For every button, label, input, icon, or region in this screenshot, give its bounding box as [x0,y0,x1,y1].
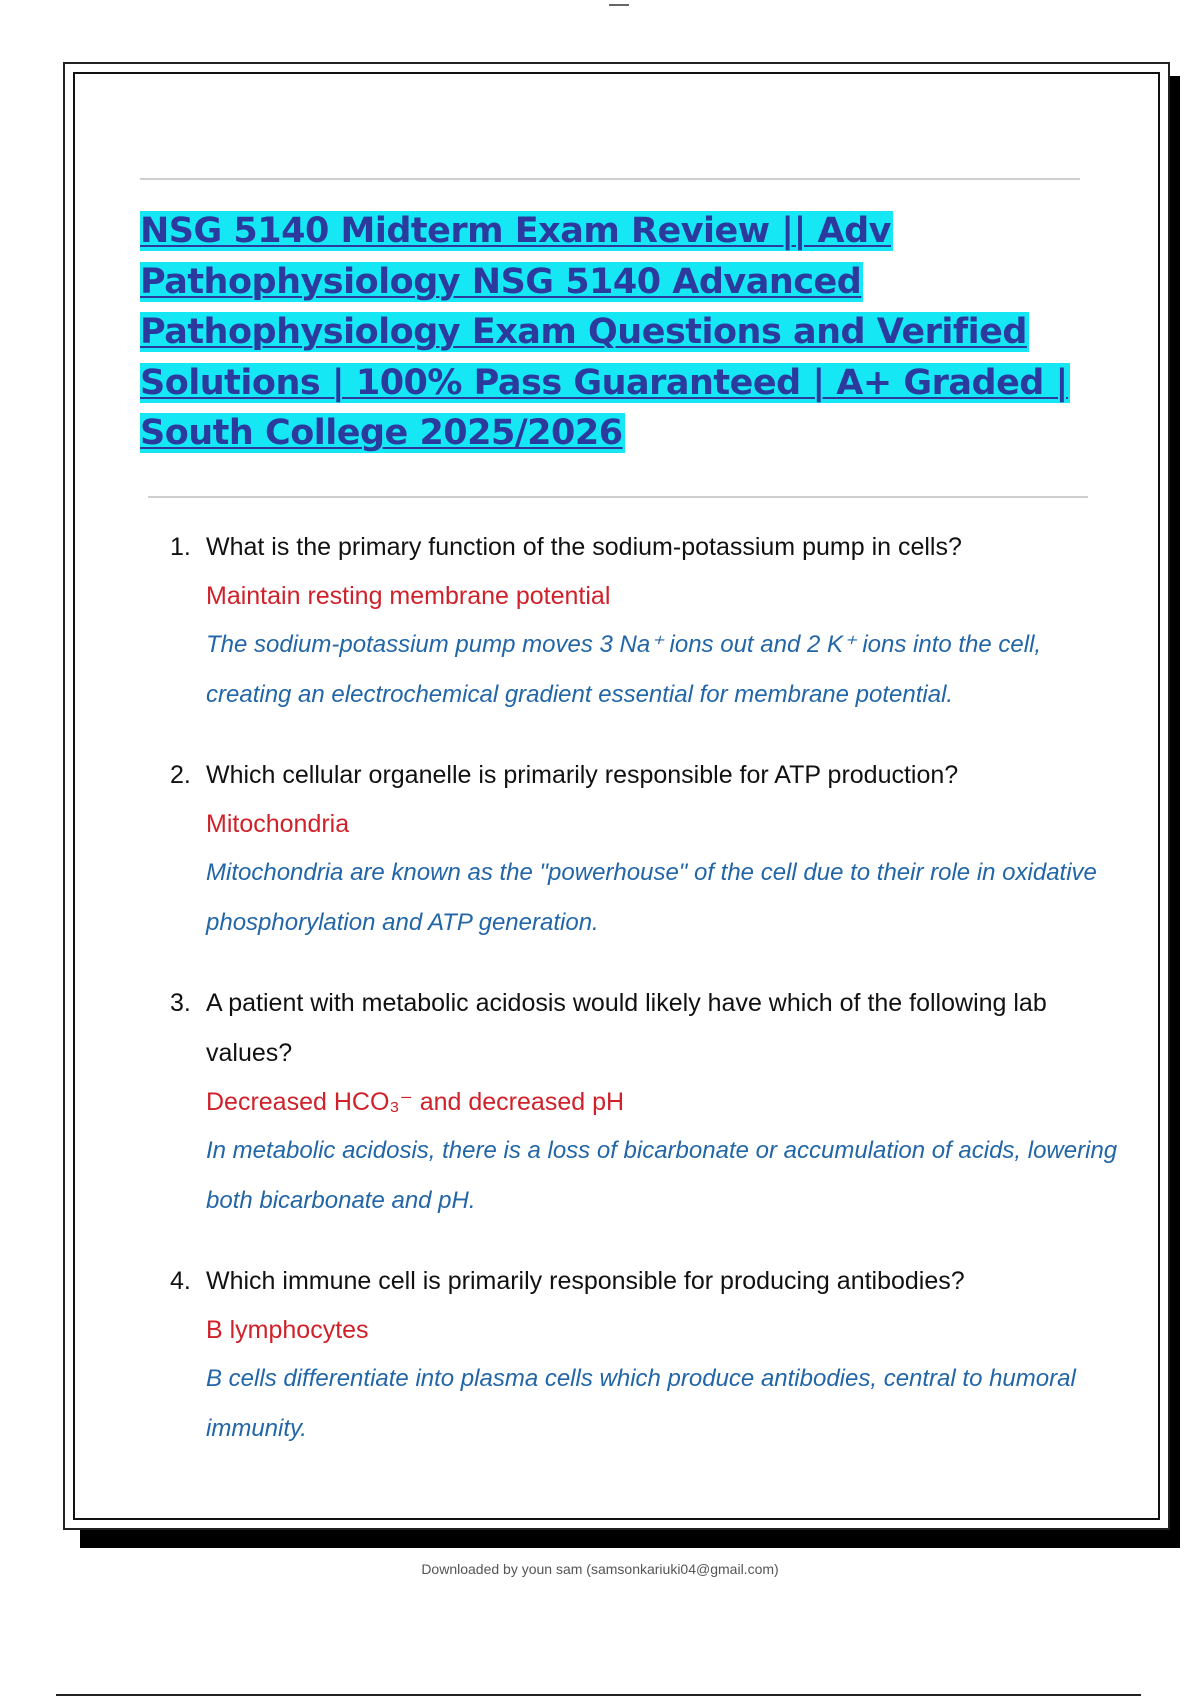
question-list [170,522,1120,1484]
title-top-rule [140,178,1080,180]
question-explanation: B cells differentiate into plasma cells which produce antibodies, central to humoral immunity. [206,1365,1076,1442]
question-explanation: In metabolic acidosis, there is a loss of bicarbonate or accumulation of acids, lowering both bicarbonate and pH. [206,1137,1118,1214]
question-number: 1. [170,533,191,561]
question-answer: Maintain resting membrane potential [206,582,611,610]
question-item-1 [170,522,1120,720]
question-explanation: Mitochondria are known as the "powerhouse" of the cell due to their role in oxidative phosphorylation and ATP generation. [206,859,1097,936]
document-title-text[interactable]: NSG 5140 Midterm Exam Review || Adv Pathophysiology NSG 5140 Advanced Pathophysiology Exam Questions and Verified Solutions | 100% Pass Guaranteed | A+ Graded | South College 2025/2026 [140,211,1068,453]
question-number: 4. [170,1267,191,1295]
question-text: What is the primary function of the sodium-potassium pump in cells? [206,533,962,561]
question-answer: Decreased HCO₃⁻ and decreased pH [206,1088,625,1116]
download-footer: Downloaded by youn sam (samsonkariuki04@gmail.com) [421,1561,779,1577]
bottom-rule [56,1694,1141,1696]
question-item-2 [170,750,1120,948]
question-answer: Mitochondria [206,810,350,838]
question-item-4 [170,1256,1120,1454]
question-text: A patient with metabolic acidosis would likely have which of the following lab values? [206,989,1047,1067]
question-number: 2. [170,761,191,789]
document-page [63,62,1170,1530]
question-item-3 [170,978,1120,1226]
title-bottom-rule [148,496,1088,498]
top-scan-mark [609,4,629,6]
question-text: Which cellular organelle is primarily responsible for ATP production? [206,761,959,789]
document-title[interactable] [140,206,1080,459]
question-text: Which immune cell is primarily responsible for producing antibodies? [206,1267,965,1295]
question-explanation: The sodium-potassium pump moves 3 Na⁺ ions out and 2 K⁺ ions into the cell, creating an electrochemical gradient essential for membrane potential. [206,631,1042,708]
question-number: 3. [170,989,191,1017]
question-answer: B lymphocytes [206,1316,369,1344]
